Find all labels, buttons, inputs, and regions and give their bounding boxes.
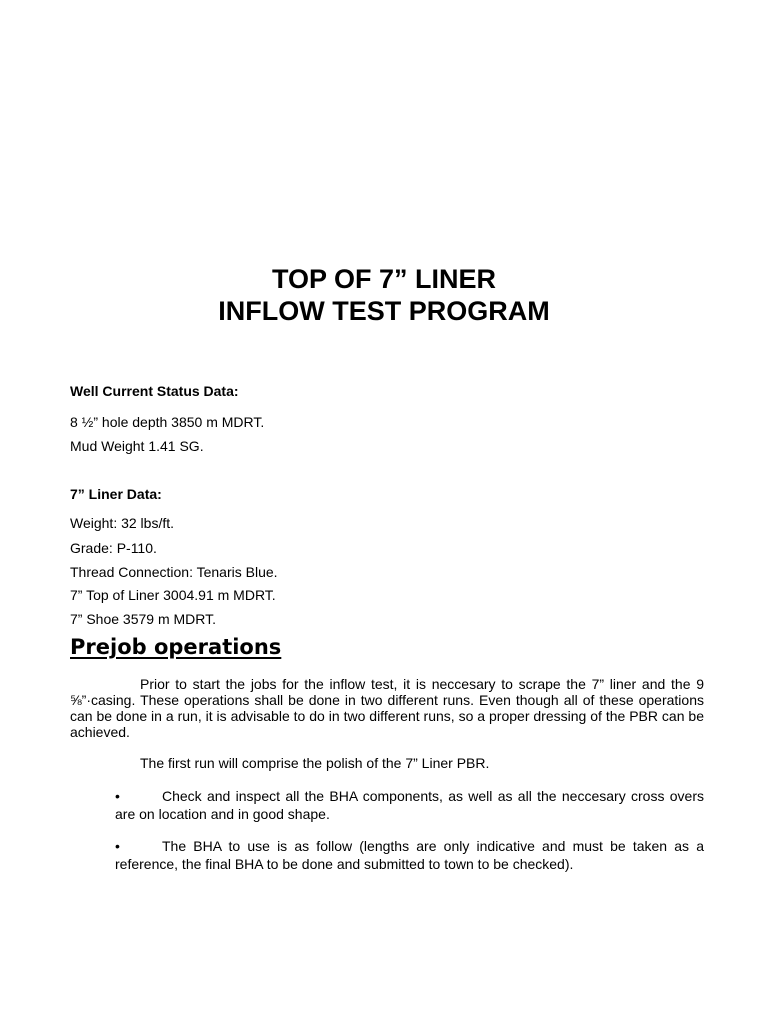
bullet-item-1 [115, 787, 704, 823]
bullet-item-2 [115, 837, 704, 873]
liner-data-line-top-of-liner: 7” Top of Liner 3004.91 m MDRT. [70, 587, 276, 603]
prejob-paragraph-1: Prior to start the jobs for the inflow test, it is neccesary to scrape the 7” liner and the 9 ⅝”·casing. These operations shall be done in two different runs. Even though all of these operations can be done in a run, it is advisable to do in two different runs, so a proper dressing of the PBR can be achieved. [70, 676, 704, 740]
prejob-heading: Prejob operations [70, 635, 282, 659]
bullet-icon: • [115, 838, 120, 854]
liner-data-line-weight: Weight: 32 lbs/ft. [70, 515, 175, 531]
well-status-heading: Well Current Status Data: [70, 383, 239, 399]
prejob-paragraph-2: The first run will comprise the polish of the 7” Liner PBR. [140, 755, 490, 771]
liner-data-heading: 7” Liner Data: [70, 486, 162, 502]
liner-data-line-grade: Grade: P-110. [70, 540, 157, 556]
liner-data-line-thread: Thread Connection: Tenaris Blue. [70, 564, 278, 580]
document-title-line2: INFLOW TEST PROGRAM [218, 296, 550, 326]
bullet-item-2-text: The BHA to use is as follow (lengths are only indicative and must be taken as a reference, the final BHA to be done and submitted to town to be checked). [115, 838, 704, 872]
bullet-icon: • [115, 788, 120, 804]
bullet-item-1-text: Check and inspect all the BHA components, as well as all the neccesary cross overs are on location and in good shape. [115, 788, 704, 822]
well-status-line-hole-depth: 8 ½” hole depth 3850 m MDRT. [70, 414, 265, 430]
liner-data-line-shoe: 7” Shoe 3579 m MDRT. [70, 611, 217, 627]
document-title-line1: TOP OF 7” LINER [271, 264, 497, 294]
well-status-line-mud-weight: Mud Weight 1.41 SG. [70, 438, 204, 454]
